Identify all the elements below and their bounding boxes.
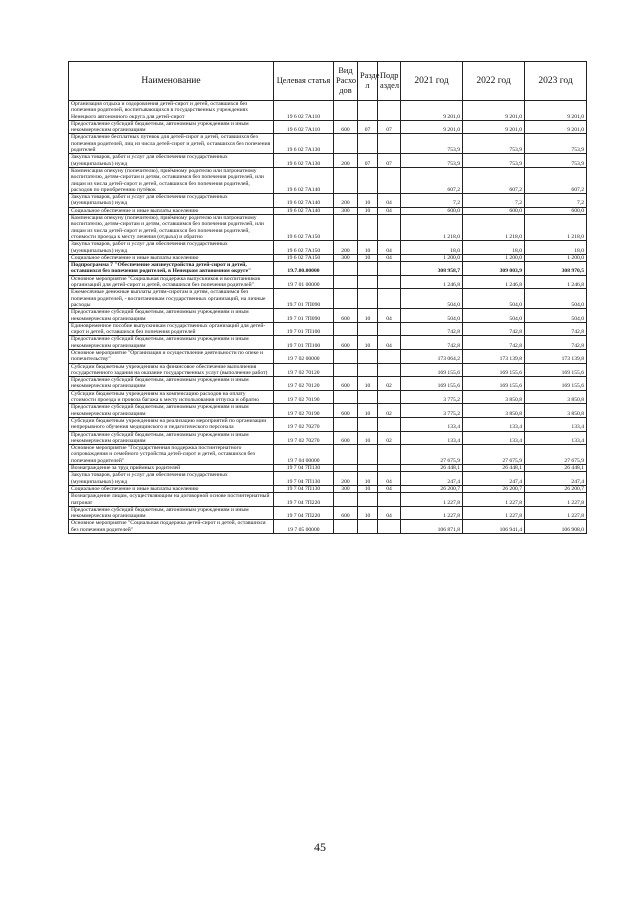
row-type: 300 — [334, 485, 358, 492]
row-value-2023: 169 155,6 — [525, 377, 587, 391]
row-type — [334, 363, 358, 377]
row-subsection — [378, 167, 401, 193]
row-value-2022: 504,0 — [463, 309, 525, 323]
row-type: 600 — [334, 506, 358, 520]
row-subsection — [378, 390, 401, 404]
row-value-2023: 742,8 — [525, 336, 587, 350]
row-value-2023: 18,0 — [525, 241, 587, 255]
row-name: Закупка товаров, работ и услуг для обеспечения государственных (муниципальных) нужд — [69, 154, 274, 168]
row-name: Закупка товаров, работ и услуг для обеспечения государственных (муниципальных) нужд — [69, 194, 274, 208]
row-section — [358, 101, 378, 121]
row-type: 300 — [334, 207, 358, 214]
row-subsection: 04 — [378, 207, 401, 214]
row-value-2021: 9 201,0 — [401, 120, 463, 134]
row-value-2021: 753,9 — [401, 134, 463, 154]
row-value-2022: 9 201,0 — [463, 101, 525, 121]
table-row — [69, 506, 587, 520]
table-row — [69, 465, 587, 472]
table-row — [69, 254, 587, 261]
row-value-2022: 247,4 — [463, 472, 525, 486]
row-value-2022: 3 850,8 — [463, 404, 525, 418]
row-type — [334, 349, 358, 363]
row-type — [334, 289, 358, 309]
row-value-2023: 3 850,8 — [525, 404, 587, 418]
row-name: Подпрограмма 7 "Обеспечение жизнеустройства детей-сирот и детей, оставшихся без попечения родителей, в Ненецком автономном округе" — [69, 262, 274, 276]
row-value-2021: 27 675,9 — [401, 445, 463, 465]
row-value-2023: 753,9 — [525, 134, 587, 154]
row-subsection — [378, 262, 401, 276]
row-subsection: 04 — [378, 194, 401, 208]
row-value-2021: 607,2 — [401, 167, 463, 193]
row-code: 19 7 04 7П130 — [274, 485, 334, 492]
row-type — [334, 215, 358, 241]
row-code: 19 7 04 7П130 — [274, 472, 334, 486]
row-value-2022: 607,2 — [463, 167, 525, 193]
row-value-2021: 600,0 — [401, 207, 463, 214]
row-subsection: 02 — [378, 404, 401, 418]
header-code: Целевая статья — [274, 62, 334, 101]
row-name: Компенсация опекуну (попечителю), приёмному родителю или патронатному воспитателю, детям-сиротам и детям, оставшимся без попечения родителей, или лицам из числа детей-сирот и детей, оставшихся без попечения родителей, расходов по приобретению путёвок — [69, 167, 274, 193]
row-code: 19 7 05 00000 — [274, 520, 334, 534]
row-code: 19 7 02 70270 — [274, 417, 334, 431]
row-value-2022: 9 201,0 — [463, 120, 525, 134]
row-section — [358, 520, 378, 534]
row-type: 200 — [334, 241, 358, 255]
table-row — [69, 485, 587, 492]
row-section — [358, 363, 378, 377]
row-type: 200 — [334, 194, 358, 208]
row-value-2021: 1 246,8 — [401, 275, 463, 289]
table-row — [69, 520, 587, 534]
row-section: 10 — [358, 472, 378, 486]
row-name: Компенсация опекуну (попечителю), приёмному родителю или патронатному воспитателю, детям-сиротам и детям, оставшимся без попечения родителей, или лицам из числа детей-сирот и детей, оставшихся без попечения родителей, стоимости проезда к месту лечения (отдыха) и обратно — [69, 215, 274, 241]
row-section: 10 — [358, 377, 378, 391]
row-value-2021: 753,9 — [401, 154, 463, 168]
header-2023: 2023 год — [525, 62, 587, 101]
row-code: 19 7 02 70120 — [274, 363, 334, 377]
row-name: Предоставление субсидий бюджетным, автономным учреждениям и иным некоммерческим организациям — [69, 336, 274, 350]
row-value-2021: 742,8 — [401, 336, 463, 350]
row-name: Социальное обеспечение и иные выплаты населению — [69, 485, 274, 492]
row-code: 19 7 04 7П220 — [274, 493, 334, 507]
row-value-2023: 308 970,5 — [525, 262, 587, 276]
table-row — [69, 241, 587, 255]
row-value-2022: 169 155,6 — [463, 377, 525, 391]
row-section: 07 — [358, 120, 378, 134]
row-value-2022: 742,8 — [463, 322, 525, 336]
header-section: Разде л — [358, 62, 378, 101]
table-row — [69, 322, 587, 336]
row-section: 10 — [358, 336, 378, 350]
row-name: Социальное обеспечение и иные выплаты населению — [69, 207, 274, 214]
header-2021: 2021 год — [401, 62, 463, 101]
row-type — [334, 275, 358, 289]
table-body — [69, 101, 587, 534]
row-subsection: 04 — [378, 472, 401, 486]
row-code: 19 7 01 7П090 — [274, 309, 334, 323]
table-row — [69, 275, 587, 289]
row-value-2023: 9 201,0 — [525, 101, 587, 121]
row-value-2021: 1 218,0 — [401, 215, 463, 241]
table-row — [69, 336, 587, 350]
header-subsection: Подр аздел — [378, 62, 401, 101]
row-section — [358, 322, 378, 336]
row-value-2022: 173 139,8 — [463, 349, 525, 363]
row-value-2022: 133,4 — [463, 417, 525, 431]
row-code: 19 6 02 7А150 — [274, 241, 334, 255]
row-value-2022: 742,8 — [463, 336, 525, 350]
table-row — [69, 309, 587, 323]
row-name: Предоставление субсидий бюджетным, автономным учреждениям и иным некоммерческим организациям — [69, 120, 274, 134]
row-value-2021: 9 201,0 — [401, 101, 463, 121]
row-name: Предоставление бесплатных путевок для детей-сирот и детей, оставшихся без попечения родителей, лиц из числа детей-сирот и детей, оставшихся без попечения родителей — [69, 134, 274, 154]
row-type — [334, 101, 358, 121]
row-name: Субсидии бюджетным учреждениям на финансовое обеспечение выполнения государственного задания на оказание государственных услуг (выполнение работ) — [69, 363, 274, 377]
row-name: Субсидии бюджетным учреждениям на реализацию мероприятий по организации непрерывного обучения медицинского и педагогического персонала — [69, 417, 274, 431]
row-code: 19 7 01 7П100 — [274, 322, 334, 336]
row-subsection — [378, 275, 401, 289]
row-subsection — [378, 101, 401, 121]
row-value-2023: 1 227,8 — [525, 506, 587, 520]
row-name: Закупка товаров, работ и услуг для обеспечения государственных (муниципальных) нужд — [69, 241, 274, 255]
row-subsection — [378, 520, 401, 534]
row-subsection: 07 — [378, 120, 401, 134]
row-value-2022: 309 003,9 — [463, 262, 525, 276]
row-code: 19 6 02 7А140 — [274, 194, 334, 208]
row-section — [358, 417, 378, 431]
row-name: Единовременное пособие выпускникам государственных организаций для детей-сирот и детей, оставшихся без попечения родителей — [69, 322, 274, 336]
row-subsection — [378, 363, 401, 377]
row-name: Предоставление субсидий бюджетным, автономным учреждениям и иным некоммерческим организациям — [69, 377, 274, 391]
row-section: 10 — [358, 485, 378, 492]
row-code: 19 6 02 7А110 — [274, 101, 334, 121]
row-name: Ежемесячные денежные выплаты детям-сиротам и детям, оставшимся без попечения родителей, - воспитанникам государственных организаций, на личные расходы — [69, 289, 274, 309]
row-value-2022: 1 227,8 — [463, 493, 525, 507]
row-value-2021: 247,4 — [401, 472, 463, 486]
row-type — [334, 445, 358, 465]
table-row — [69, 154, 587, 168]
table-row — [69, 472, 587, 486]
row-value-2023: 133,4 — [525, 431, 587, 445]
header-name: Наименование — [69, 62, 274, 101]
budget-table — [68, 61, 587, 534]
budget-table-container — [68, 61, 586, 534]
row-value-2021: 169 155,6 — [401, 377, 463, 391]
row-code: 19 7 01 7П100 — [274, 336, 334, 350]
row-name: Социальное обеспечение и иные выплаты населению — [69, 254, 274, 261]
row-value-2022: 1 218,0 — [463, 215, 525, 241]
row-subsection — [378, 134, 401, 154]
row-section — [358, 215, 378, 241]
row-value-2021: 26 200,7 — [401, 485, 463, 492]
row-value-2022: 26 200,7 — [463, 485, 525, 492]
row-value-2023: 26 200,7 — [525, 485, 587, 492]
row-code: 19 6 02 7А140 — [274, 167, 334, 193]
row-section: 10 — [358, 241, 378, 255]
table-row — [69, 404, 587, 418]
row-type: 600 — [334, 377, 358, 391]
row-name: Предоставление субсидий бюджетным, автономным учреждениям и иным некоммерческим организациям — [69, 431, 274, 445]
row-value-2021: 133,4 — [401, 431, 463, 445]
row-type: 300 — [334, 254, 358, 261]
row-type — [334, 520, 358, 534]
row-value-2023: 27 675,9 — [525, 445, 587, 465]
row-name: Основное мероприятие "Государственная поддержка постинтернатного сопровождения и семейного устройства детей-сирот и детей, оставшихся без попечения родителей" — [69, 445, 274, 465]
row-value-2023: 9 201,0 — [525, 120, 587, 134]
row-code: 19 7 02 70270 — [274, 431, 334, 445]
row-name: Вознаграждение лицам, осуществляющим на договорной основе постинтернатный патронат — [69, 493, 274, 507]
row-subsection — [378, 445, 401, 465]
row-section — [358, 167, 378, 193]
row-value-2022: 106 941,4 — [463, 520, 525, 534]
row-value-2023: 3 850,8 — [525, 390, 587, 404]
row-value-2021: 133,4 — [401, 417, 463, 431]
row-code: 19 6 02 7А130 — [274, 154, 334, 168]
table-row — [69, 431, 587, 445]
row-section — [358, 465, 378, 472]
row-value-2023: 7,2 — [525, 194, 587, 208]
table-row — [69, 207, 587, 214]
row-subsection — [378, 465, 401, 472]
row-value-2022: 1 246,8 — [463, 275, 525, 289]
row-code: 19 7 04 7П220 — [274, 506, 334, 520]
table-row — [69, 167, 587, 193]
row-section — [358, 262, 378, 276]
row-type: 600 — [334, 120, 358, 134]
row-code: 19 7 02 70190 — [274, 404, 334, 418]
row-name: Предоставление субсидий бюджетным, автономным учреждениям и иным некоммерческим организациям — [69, 309, 274, 323]
row-code: 19 7 04 7П130 — [274, 465, 334, 472]
row-value-2022: 169 155,6 — [463, 363, 525, 377]
table-row — [69, 134, 587, 154]
row-code: 19.7 01 7П090 — [274, 289, 334, 309]
table-header-row — [69, 62, 587, 101]
table-row — [69, 349, 587, 363]
row-code: 19 6 02 7А150 — [274, 215, 334, 241]
row-type: 200 — [334, 472, 358, 486]
row-name: Организация отдыха и оздоровления детей-сирот и детей, оставшихся без попечения родителей, воспитывающихся в государственных учреждениях Ненецкого автономного округа для детей-сирот — [69, 101, 274, 121]
row-value-2021: 742,8 — [401, 322, 463, 336]
row-value-2022: 504,0 — [463, 289, 525, 309]
row-value-2023: 173 139,8 — [525, 349, 587, 363]
row-value-2022: 753,9 — [463, 154, 525, 168]
row-subsection — [378, 322, 401, 336]
row-value-2023: 1 246,8 — [525, 275, 587, 289]
row-value-2023: 26 448,1 — [525, 465, 587, 472]
row-value-2022: 753,9 — [463, 134, 525, 154]
table-row — [69, 215, 587, 241]
row-value-2022: 600,0 — [463, 207, 525, 214]
row-value-2023: 169 155,6 — [525, 363, 587, 377]
row-type — [334, 167, 358, 193]
row-code: 19 7 01 00000 — [274, 275, 334, 289]
table-row — [69, 377, 587, 391]
row-code: 19 7 04 00000 — [274, 445, 334, 465]
table-row — [69, 363, 587, 377]
row-value-2021: 3 775,2 — [401, 390, 463, 404]
row-code: 19 7 02 70120 — [274, 377, 334, 391]
table-row — [69, 445, 587, 465]
row-value-2023: 504,0 — [525, 309, 587, 323]
row-section — [358, 349, 378, 363]
row-value-2021: 1 227,8 — [401, 493, 463, 507]
row-value-2023: 600,0 — [525, 207, 587, 214]
row-subsection: 02 — [378, 377, 401, 391]
row-section: 10 — [358, 506, 378, 520]
row-code: 19 7 02 00000 — [274, 349, 334, 363]
row-section — [358, 289, 378, 309]
row-section — [358, 390, 378, 404]
table-row — [69, 493, 587, 507]
row-value-2023: 1 200,0 — [525, 254, 587, 261]
row-subsection: 04 — [378, 241, 401, 255]
row-section: 07 — [358, 154, 378, 168]
row-subsection: 04 — [378, 336, 401, 350]
row-section: 10 — [358, 309, 378, 323]
row-subsection: 04 — [378, 485, 401, 492]
row-value-2021: 1 200,0 — [401, 254, 463, 261]
row-type: 200 — [334, 154, 358, 168]
row-value-2022: 3 850,8 — [463, 390, 525, 404]
row-value-2022: 133,4 — [463, 431, 525, 445]
row-value-2022: 27 675,9 — [463, 445, 525, 465]
row-value-2022: 1 227,8 — [463, 506, 525, 520]
row-value-2023: 247,4 — [525, 472, 587, 486]
row-value-2021: 504,0 — [401, 309, 463, 323]
page-number: 45 — [314, 840, 326, 854]
row-type: 600 — [334, 336, 358, 350]
header-type: Вид Расхо дов — [334, 62, 358, 101]
row-section: 10 — [358, 404, 378, 418]
table-row — [69, 390, 587, 404]
row-section — [358, 275, 378, 289]
row-subsection — [378, 417, 401, 431]
row-type — [334, 417, 358, 431]
row-value-2023: 133,4 — [525, 417, 587, 431]
row-value-2021: 3 775,2 — [401, 404, 463, 418]
row-value-2021: 308 958,7 — [401, 262, 463, 276]
row-name: Основное мероприятие "Социальная поддержка детей-сирот и детей, оставшихся без попечения родителей" — [69, 520, 274, 534]
row-value-2023: 742,8 — [525, 322, 587, 336]
row-value-2021: 173 064,2 — [401, 349, 463, 363]
row-subsection — [378, 493, 401, 507]
row-section — [358, 134, 378, 154]
row-subsection — [378, 289, 401, 309]
row-type: 600 — [334, 404, 358, 418]
row-subsection: 04 — [378, 506, 401, 520]
row-subsection — [378, 215, 401, 241]
header-2022: 2022 год — [463, 62, 525, 101]
row-value-2022: 7,2 — [463, 194, 525, 208]
row-code: 19.7.00.00000 — [274, 262, 334, 276]
table-row — [69, 289, 587, 309]
row-type: 600 — [334, 431, 358, 445]
row-value-2021: 26 448,1 — [401, 465, 463, 472]
row-type — [334, 134, 358, 154]
row-code: 19 6 02 7А110 — [274, 120, 334, 134]
row-type — [334, 465, 358, 472]
row-value-2022: 26 448,1 — [463, 465, 525, 472]
row-section: 10 — [358, 254, 378, 261]
row-subsection: 02 — [378, 431, 401, 445]
row-code: 19 6 02 7А150 — [274, 254, 334, 261]
table-row — [69, 120, 587, 134]
row-section — [358, 445, 378, 465]
row-type — [334, 262, 358, 276]
row-type — [334, 493, 358, 507]
row-section — [358, 493, 378, 507]
table-row — [69, 101, 587, 121]
row-type — [334, 322, 358, 336]
row-value-2021: 504,0 — [401, 289, 463, 309]
row-code: 19 6 02 7А130 — [274, 134, 334, 154]
row-name: Предоставление субсидий бюджетным, автономным учреждениям и иным некоммерческим организациям — [69, 404, 274, 418]
row-name: Вознаграждение за труд приёмных родителей — [69, 465, 274, 472]
row-value-2023: 753,9 — [525, 154, 587, 168]
row-value-2022: 18,0 — [463, 241, 525, 255]
row-value-2021: 106 871,8 — [401, 520, 463, 534]
row-value-2021: 7,2 — [401, 194, 463, 208]
row-subsection: 04 — [378, 309, 401, 323]
table-row — [69, 194, 587, 208]
row-name: Закупка товаров, работ и услуг для обеспечения государственных (муниципальных) нужд — [69, 472, 274, 486]
row-subsection: 07 — [378, 154, 401, 168]
row-section: 10 — [358, 194, 378, 208]
row-value-2023: 106 908,0 — [525, 520, 587, 534]
row-name: Основное мероприятие "Организация и осуществление деятельности по опеке и попечительству" — [69, 349, 274, 363]
row-value-2021: 18,0 — [401, 241, 463, 255]
row-name: Предоставление субсидий бюджетным, автономным учреждениям и иным некоммерческим организациям — [69, 506, 274, 520]
row-value-2023: 1 218,0 — [525, 215, 587, 241]
row-section: 10 — [358, 207, 378, 214]
row-value-2021: 1 227,8 — [401, 506, 463, 520]
table-row — [69, 262, 587, 276]
row-value-2023: 607,2 — [525, 167, 587, 193]
row-value-2021: 169 155,6 — [401, 363, 463, 377]
row-name: Субсидии бюджетным учреждениям на компенсацию расходов на оплату стоимости проезда и провоза багажа к месту использования отпуска и обратно — [69, 390, 274, 404]
row-code: 19 6 02 7А140 — [274, 207, 334, 214]
row-section: 10 — [358, 431, 378, 445]
row-subsection: 04 — [378, 254, 401, 261]
row-name: Основное мероприятие "Социальная поддержка выпускников и воспитанников организаций для детей-сирот и детей, оставшихся без попечения родителей" — [69, 275, 274, 289]
row-value-2023: 1 227,8 — [525, 493, 587, 507]
row-value-2022: 1 200,0 — [463, 254, 525, 261]
row-value-2023: 504,0 — [525, 289, 587, 309]
row-type: 600 — [334, 309, 358, 323]
row-type — [334, 390, 358, 404]
table-row — [69, 417, 587, 431]
row-subsection — [378, 349, 401, 363]
row-code: 19 7 02 70190 — [274, 390, 334, 404]
